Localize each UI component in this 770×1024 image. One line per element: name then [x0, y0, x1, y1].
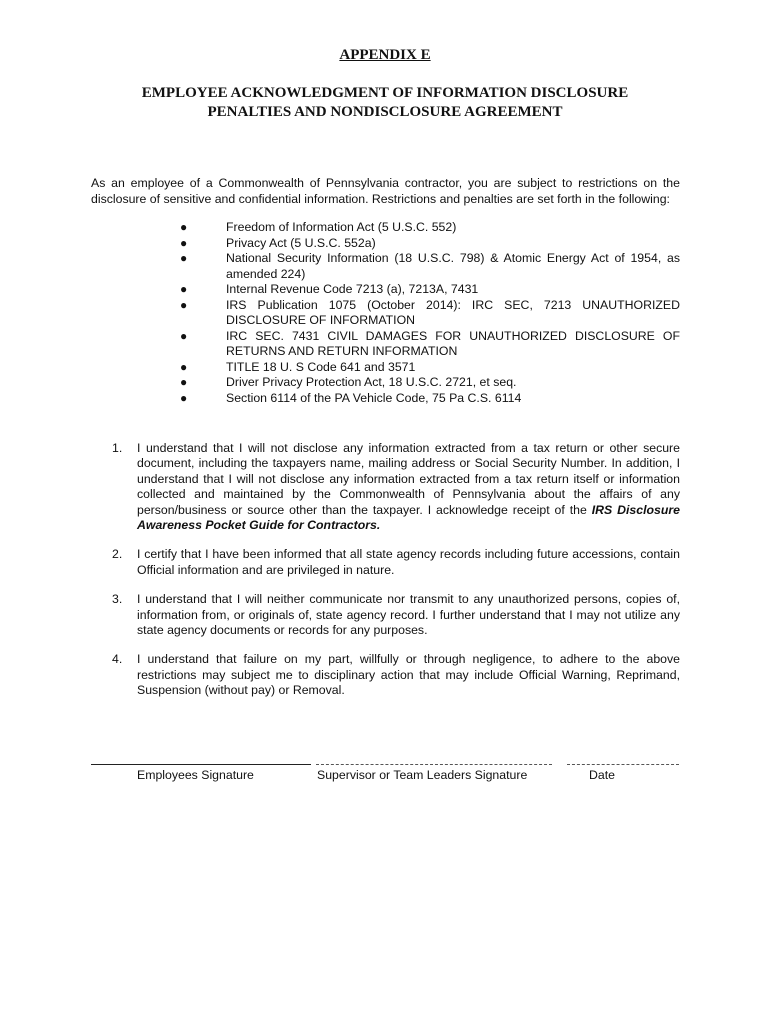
bullet-icon: ● — [180, 375, 188, 389]
supervisor-signature-label: Supervisor or Team Leaders Signature — [317, 768, 528, 782]
supervisor-signature-line[interactable] — [316, 764, 552, 765]
item-text: I understand that I will neither communicate nor transmit to any unauthorized persons, copies of, information from, or originals of, state agency record. I further understand that I may not utilize any state agency documents or records for any purposes. — [137, 592, 680, 638]
statute-item: ● TITLE 18 U. S Code 641 and 3571 — [180, 359, 416, 374]
acknowledgment-item — [108, 441, 680, 533]
item-number: 4. — [112, 652, 123, 667]
bullet-icon: ● — [180, 328, 188, 343]
bullet-icon: ● — [180, 220, 188, 234]
acknowledgment-list — [108, 441, 680, 713]
statute-item: ● Driver Privacy Protection Act, 18 U.S.C. 2721, et seq. — [180, 375, 517, 389]
bullet-icon: ● — [180, 359, 188, 374]
intro-paragraph: As an employee of a Commonwealth of Pennsylvania contractor, you are subject to restrictions on the disclosure of sensitive and confidential information. Restrictions and penalties are set forth in the following: — [91, 176, 680, 206]
item-number: 2. — [112, 547, 123, 562]
acknowledgment-item — [108, 652, 680, 698]
title-line-1: EMPLOYEE ACKNOWLEDGMENT OF INFORMATION DISCLOSURE — [141, 85, 629, 101]
statute-item: ● Freedom of Information Act (5 U.S.C. 552) — [180, 220, 457, 234]
statute-item: ● IRC SEC. 7431 CIVIL DAMAGES FOR UNAUTHORIZED DISCLOSURE OF RETURNS AND RETURN INFORMATION — [180, 328, 680, 358]
item-emphasis: IRS Disclosure Awareness Pocket Guide for Contractors. — [137, 502, 680, 533]
item-text: I understand that I will not disclose any information extracted from a tax return or other secure document, including the taxpayers name, mailing address or Social Security Number. In addition, I understand that I will not disclose any information extracted from a tax return itself or information collected and maintained by the Commonwealth of Pennsylvania about the affairs of any person/business or source other than the taxpayer. I acknowledge receipt of the — [137, 441, 680, 517]
bullet-icon: ● — [180, 251, 188, 265]
date-signature-line[interactable] — [567, 764, 679, 765]
document-title — [0, 84, 770, 122]
bullet-icon: ● — [180, 235, 188, 250]
statute-item: ● Section 6114 of the PA Vehicle Code, 75 Pa C.S. 6114 — [180, 390, 522, 405]
statute-list — [180, 220, 680, 406]
statute-item: ● Privacy Act (5 U.S.C. 552a) — [180, 235, 376, 250]
item-text: I understand that failure on my part, willfully or through negligence, to adhere to the above restrictions may subject me to disciplinary action that may include Official Warning, Reprimand, Suspension (without pay) or Removal. — [137, 652, 680, 698]
bullet-icon: ● — [180, 282, 188, 296]
bullet-icon: ● — [180, 297, 188, 312]
statute-item: ● National Security Information (18 U.S.C. 798) & Atomic Energy Act of 1954, as amended 224) — [180, 251, 680, 281]
item-number: 1. — [112, 441, 123, 455]
date-label: Date — [589, 768, 615, 782]
statute-item: ● Internal Revenue Code 7213 (a), 7213A, 7431 — [180, 282, 479, 296]
employee-signature-label: Employees Signature — [137, 768, 254, 782]
title-line-2: PENALTIES AND NONDISCLOSURE AGREEMENT — [207, 104, 563, 120]
item-number: 3. — [112, 592, 123, 607]
appendix-label: APPENDIX E — [339, 47, 431, 63]
employee-signature-line[interactable] — [91, 764, 311, 765]
item-text: I certify that I have been informed that all state agency records including future accessions, contain Official information and are privileged in nature. — [137, 547, 680, 577]
bullet-icon: ● — [180, 390, 188, 405]
acknowledgment-item — [108, 592, 680, 638]
acknowledgment-item — [108, 547, 680, 578]
statute-item: ● IRS Publication 1075 (October 2014): IRC SEC, 7213 UNAUTHORIZED DISCLOSURE OF INFORMATION — [180, 297, 680, 327]
